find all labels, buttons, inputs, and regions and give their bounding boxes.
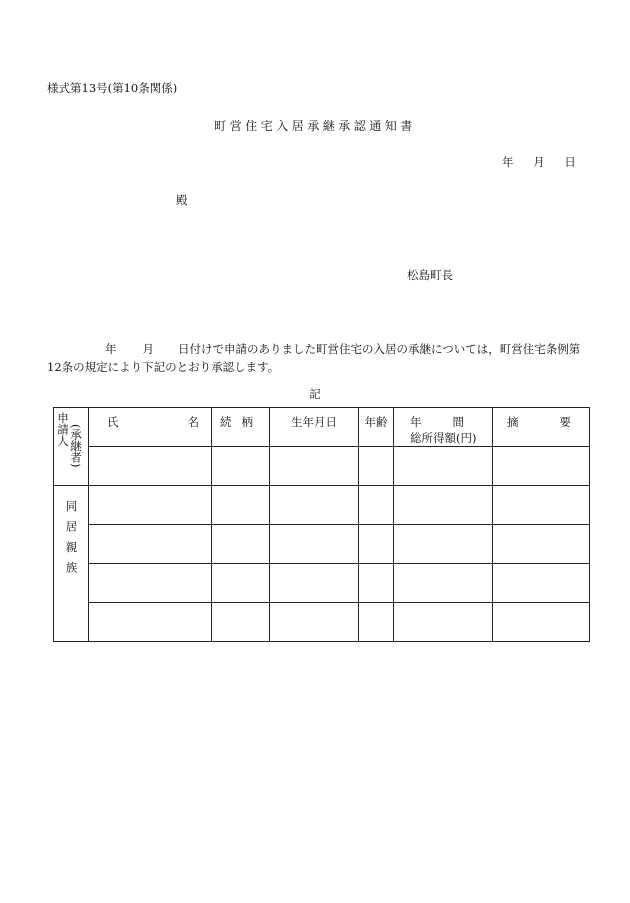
family-name-cell bbox=[89, 486, 212, 525]
document-title: 町営住宅入居承継承認通知書 bbox=[214, 119, 416, 133]
family-birthdate-cell bbox=[270, 603, 359, 642]
family-label-cell bbox=[54, 486, 89, 642]
relation-header-part1: 続 bbox=[220, 415, 232, 429]
birthdate-header-text: 生年月日 bbox=[291, 415, 337, 429]
family-name-cell bbox=[89, 564, 212, 603]
notes-header-part2: 要 bbox=[559, 415, 571, 429]
applicant-label: 申請人 bbox=[56, 412, 70, 447]
applicant-birthdate-cell bbox=[270, 447, 359, 486]
ki-heading: 記 bbox=[309, 387, 321, 401]
successor-label: (承継者) bbox=[69, 424, 83, 468]
family-age-cell bbox=[359, 486, 394, 525]
family-relation-cell bbox=[212, 525, 270, 564]
date-line bbox=[502, 154, 576, 170]
family-row bbox=[54, 603, 590, 642]
income-header-part2: 間 bbox=[452, 415, 464, 429]
applicant-age-cell bbox=[359, 447, 394, 486]
family-name-cell bbox=[89, 603, 212, 642]
applicant-income-cell bbox=[394, 447, 493, 486]
date-month-label: 月 bbox=[533, 155, 545, 169]
notes-header-part1: 摘 bbox=[507, 415, 519, 429]
notes-header bbox=[493, 408, 590, 447]
family-relation-cell bbox=[212, 486, 270, 525]
date-day-label: 日 bbox=[564, 155, 576, 169]
body-month-label: 月 bbox=[142, 342, 154, 356]
addressee-honorific: 殿 bbox=[176, 193, 188, 207]
body-paragraph bbox=[47, 340, 587, 376]
applicant-notes-cell bbox=[493, 447, 590, 486]
applicant-label-cell bbox=[54, 408, 89, 486]
family-age-cell bbox=[359, 564, 394, 603]
income-header bbox=[394, 408, 493, 447]
family-name-cell bbox=[89, 525, 212, 564]
relation-header-part2: 柄 bbox=[241, 415, 253, 429]
family-label: 同居親族 bbox=[64, 500, 79, 582]
body-text: 日付けで申請のありました町営住宅の入居の承継については，町営住宅条例第12条の規定により下記のとおり承認します。 bbox=[47, 342, 581, 374]
applicant-row bbox=[54, 447, 590, 486]
name-header bbox=[89, 408, 212, 447]
family-row bbox=[54, 486, 590, 525]
applicant-relation-cell bbox=[212, 447, 270, 486]
body-year-label: 年 bbox=[105, 342, 117, 356]
family-income-cell bbox=[394, 525, 493, 564]
family-birthdate-cell bbox=[270, 486, 359, 525]
form-number: 様式第13号(第10条関係) bbox=[47, 81, 178, 95]
issuer-name: 松島町長 bbox=[407, 268, 453, 282]
name-header-part2: 名 bbox=[187, 415, 199, 429]
income-header-part3: 総所得額(円) bbox=[410, 431, 477, 445]
family-notes-cell bbox=[493, 603, 590, 642]
family-birthdate-cell bbox=[270, 564, 359, 603]
table-header-row bbox=[54, 408, 590, 447]
date-year-label: 年 bbox=[502, 155, 514, 169]
family-income-cell bbox=[394, 564, 493, 603]
applicant-family-table bbox=[53, 407, 590, 642]
family-row bbox=[54, 525, 590, 564]
family-notes-cell bbox=[493, 525, 590, 564]
family-notes-cell bbox=[493, 486, 590, 525]
family-relation-cell bbox=[212, 603, 270, 642]
age-header-text: 年齢 bbox=[364, 415, 388, 429]
family-age-cell bbox=[359, 603, 394, 642]
family-notes-cell bbox=[493, 564, 590, 603]
family-row bbox=[54, 564, 590, 603]
income-header-part1: 年 bbox=[410, 415, 422, 429]
age-header bbox=[359, 408, 394, 447]
relation-header bbox=[212, 408, 270, 447]
family-age-cell bbox=[359, 525, 394, 564]
family-relation-cell bbox=[212, 564, 270, 603]
family-income-cell bbox=[394, 486, 493, 525]
name-header-part1: 氏 bbox=[107, 415, 119, 429]
family-income-cell bbox=[394, 603, 493, 642]
birthdate-header bbox=[270, 408, 359, 447]
family-birthdate-cell bbox=[270, 525, 359, 564]
applicant-name-cell bbox=[89, 447, 212, 486]
